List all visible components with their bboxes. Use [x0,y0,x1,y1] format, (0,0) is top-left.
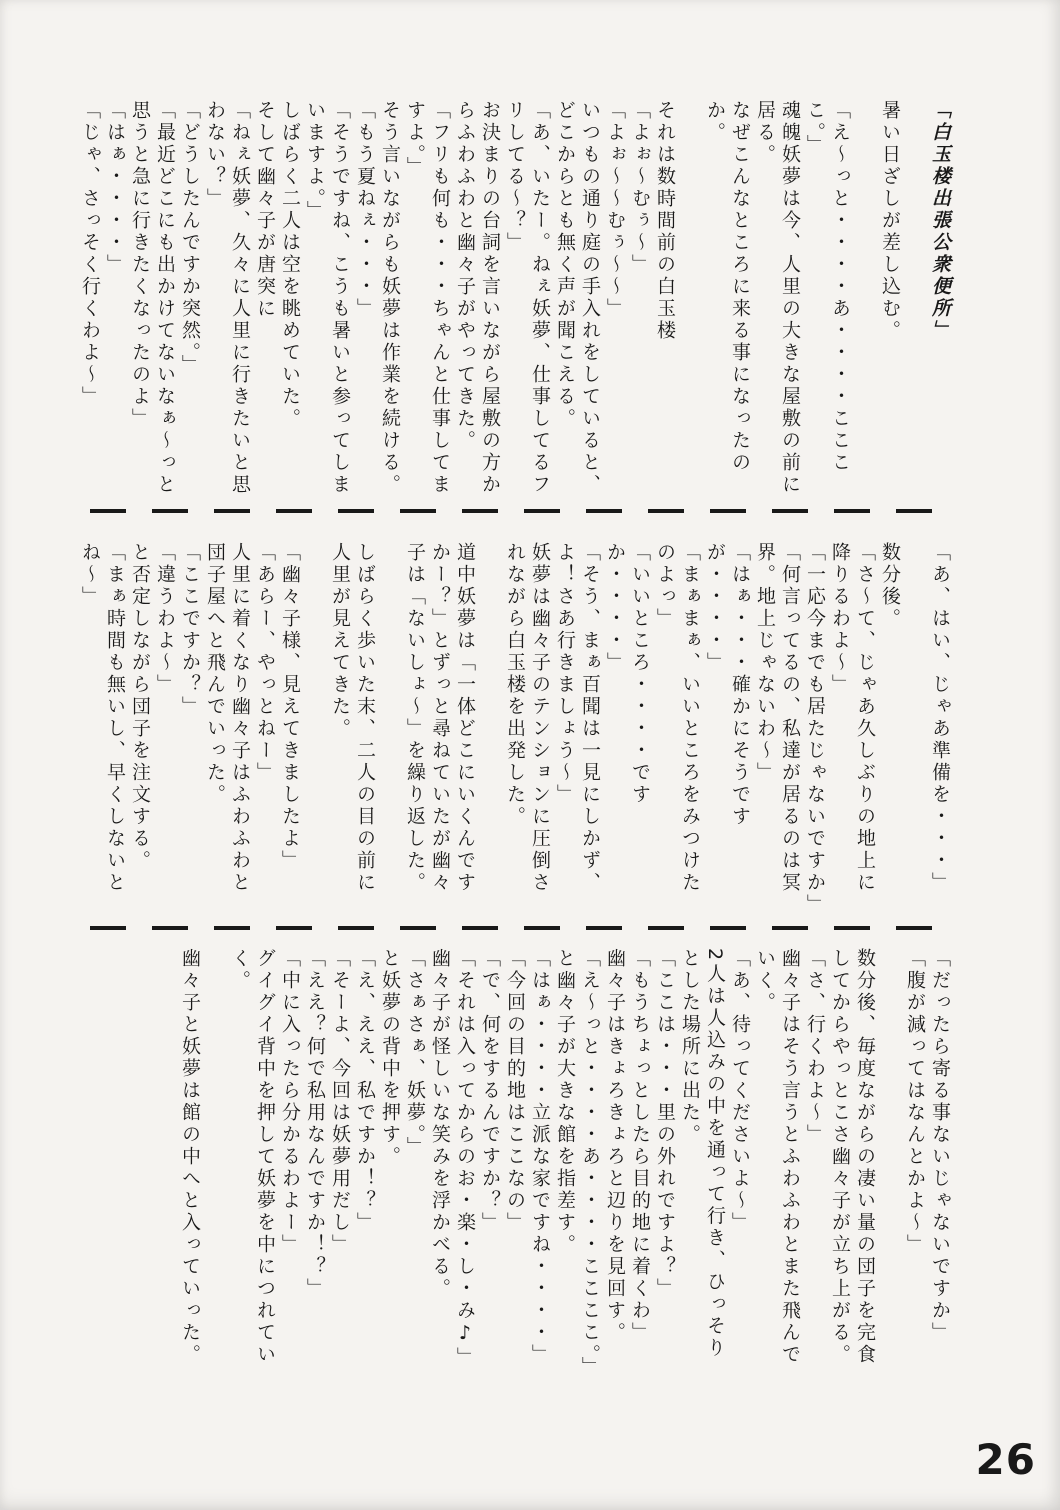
text-line: 「そうですね、こうも暑いと参ってしまいますよ。」 [304,100,351,496]
text-line: 「もう夏ねぇ・・・」 [354,100,376,320]
text-line: 「一応今までも居たじゃないですか」 [804,542,826,916]
text-line: 「幽々子様、見えてきましたよ」 [279,542,301,872]
text-line: 「あらー、やっとねー」 [254,542,276,784]
text-line: 「じゃ、さっそく行くわよ～」 [79,100,101,408]
text-line: 「さぁさぁ、妖夢。」 [404,948,426,1159]
text-line: 「あ、はい、じゃあ準備を・・・」 [929,542,951,894]
text-line: 2人は人込みの中を通って行き、ひっそりとした場所に出た。 [679,948,726,1360]
text-line: 「そーよ、今回は妖夢用だし」 [329,948,351,1256]
text-line: 「何言ってるの、私達が居るのは冥界。地上じゃないわ～」 [754,542,801,894]
text-line: 「それは入ってからのお・楽・し・み♪」 [454,948,476,1369]
text-line: 「いいところ・・・・ですか・・・・」 [604,542,651,806]
story-section-departure [77,542,952,916]
text-line: 「あ、いたー。ねぇ妖夢、仕事してるフリしてる～？」 [504,100,551,496]
column-gap [877,948,902,1380]
column-gap [902,100,927,506]
text-line: 幽々子はそう言うとふわふわとまた飛んでいく。 [754,948,801,1366]
text-line: 暑い日ざしが差し込む。 [879,100,901,342]
text-line: と幽々子が大きな館を指差す。 [554,948,576,1256]
column-gap [902,542,927,910]
story-title-line: 「白玉楼出張公衆便所」 [929,100,951,342]
text-line: それは数時間前の白玉楼 [654,100,676,342]
text-line: 「もうちょっとしたら目的地に着くわ」 [629,948,651,1344]
text-line: 「まぁまぁ、いいところをみつけたのよっ」 [654,542,701,894]
column-gap [477,542,502,910]
text-line: 「はぁ・・・確かにそうですが・・・・」 [704,542,751,828]
text-line: 「違うわよ～」 [154,542,176,696]
text-line: 「フリも何も・・・ちゃんと仕事してますよ。」 [404,100,451,496]
text-line: なぜこんなところに来る事になったのか。 [704,100,751,474]
text-line: 「最近どこにも出かけてないなぁ～っと思うと急に行きたくなったのよ」 [129,100,176,496]
text-line: 人里に着くなり幽々子はふわふわと団子屋へと飛んでいった。 [204,542,251,894]
text-line: 「ここは・・・里の外れですよ？」 [654,948,676,1300]
text-line: 数分後、毎度ながらの凄い量の団子を完食してからやっとこさ幽々子が立ち上がる。 [829,948,876,1366]
text-line: しばらく二人は空を眺めていた。 [279,100,301,430]
story-section-arrival [177,948,952,1380]
dashed-divider-1 [90,509,952,513]
text-line: 「で、何をするんですか？」 [479,948,501,1234]
text-line: 「はぁ・・・・立派な家ですね・・・・」 [529,948,551,1366]
text-line: と否定しながら団子を注文する。 [129,542,151,872]
page-number: 26 [975,1435,1036,1484]
text-line: 「ここですか？」 [179,542,201,718]
text-line: そう言いながらも妖夢は作業を続ける。 [379,100,401,496]
text-line: 「だったら寄る事ないじゃないですか」 [929,948,951,1344]
text-line: 「さ、行くわよ～」 [804,948,826,1146]
text-line: 「え～っと・・・・あ・・・・ここここ。」 [579,948,601,1379]
text-line: 「今回の目的地はここなの」 [504,948,526,1234]
column-gap [677,100,702,506]
text-line: いつもの通り庭の手入れをしていると、どこからとも無く声が聞こえる。 [554,100,601,496]
text-line: しばらく歩いた末、二人の目の前に人里が見えてきた。 [329,542,376,894]
text-line: 「ええ？何で私用なんですか！？」 [304,948,326,1300]
column-gap [202,948,227,1380]
text-line: 「え、ええ、私ですか！？」 [354,948,376,1234]
text-line: 道中妖夢は「一体どこにいくんですかー？」とずっと尋ねていたが幽々子は「ないしょ～」を繰り返した。 [404,542,476,894]
text-line: 「ねぇ妖夢、久々に人里に行きたいと思わない？」 [204,100,251,496]
text-line: そして幽々子が唐突に [254,100,276,320]
dashed-divider-2 [90,926,952,930]
column-gap [302,542,327,910]
text-line: 「中に入ったら分かるわよー」 [279,948,301,1256]
text-line: 「どうしたんですか突然。」 [179,100,201,377]
text-line: 「よぉ～むぅ～」 [629,100,651,276]
text-line: 魂魄妖夢は今、人里の大きな屋敷の前に居る。 [754,100,801,496]
text-line: 「まぁ時間も無いし、早くしないとね～」 [79,542,126,894]
text-line: 幽々子と妖夢は館の中へと入っていった。 [179,948,201,1366]
text-line: と妖夢の背中を押す。 [379,948,401,1168]
text-line: お決まりの台詞を言いながら屋敷の方からふわふわと幽々子がやってきた。 [454,100,501,496]
text-line: 「よぉ～～むぅ～～」 [604,100,626,320]
column-gap [852,100,877,506]
text-line: 数分後。 [879,542,901,630]
text-line: 幽々子が怪しいな笑みを浮かべる。 [429,948,451,1300]
text-line: 「はぁ・・・・」 [104,100,126,276]
text-line: 「さ～て、じゃあ久しぶりの地上に降りるわよ～」 [829,542,876,894]
text-line: 妖夢は幽々子のテンションに圧倒されながら白玉楼を出発した。 [504,542,551,894]
text-line: 「そう、まぁ百聞は一見にしかず、よ！さあ行きましょう～」 [554,542,601,894]
column-gap [377,542,402,910]
text-line: グイグイ背中を押して妖夢を中につれていく。 [229,948,276,1366]
text-line: 「あ、待ってくださいよ～」 [729,948,751,1234]
text-line: 「え～っと・・・・あ・・・・ここここ。」 [804,100,851,474]
text-line: 「腹が減ってはなんとかよ～」 [904,948,926,1256]
text-line: 幽々子はきょろきょろと辺りを見回す。 [604,948,626,1344]
story-section-opening [77,100,952,506]
